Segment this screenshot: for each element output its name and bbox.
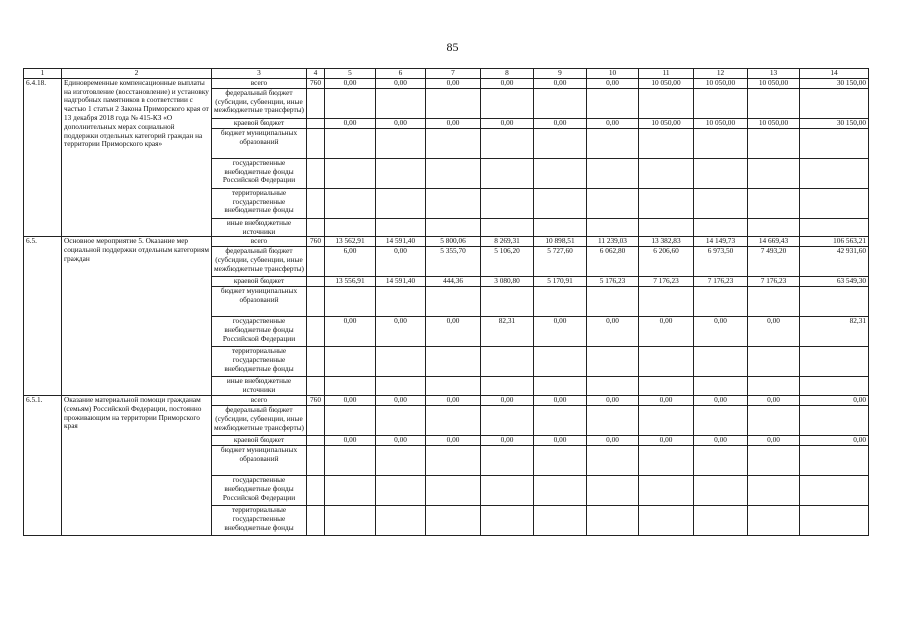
amount-cell [587, 505, 639, 535]
amount-cell: 8 269,31 [481, 237, 534, 247]
amount-cell: 0,00 [639, 317, 694, 347]
amount-cell [748, 405, 800, 435]
amount-cell [376, 377, 426, 396]
amount-cell: 0,00 [748, 435, 800, 445]
amount-cell [587, 347, 639, 377]
amount-cell [534, 347, 587, 377]
amount-cell: 0,00 [534, 317, 587, 347]
amount-cell [376, 218, 426, 237]
amount-cell [325, 287, 376, 317]
funding-source: территориальные государственные внебюджетные фонды [212, 505, 307, 535]
amount-cell [639, 377, 694, 396]
amount-cell [800, 158, 869, 188]
amount-cell [481, 128, 534, 158]
amount-cell [800, 405, 869, 435]
column-header: 3 [212, 69, 307, 79]
amount-cell [587, 377, 639, 396]
amount-cell: 0,00 [534, 78, 587, 88]
amount-cell: 0,00 [325, 78, 376, 88]
amount-cell: 6,00 [325, 247, 376, 277]
amount-cell: 0,00 [587, 78, 639, 88]
funding-source: всего [212, 395, 307, 405]
amount-cell [587, 88, 639, 118]
budget-code [307, 88, 325, 118]
funding-source: федеральный бюджет (субсидии, субвенции, иные межбюджетные трансферты) [212, 405, 307, 435]
amount-cell: 10 050,00 [694, 118, 748, 128]
amount-cell: 0,00 [534, 435, 587, 445]
amount-cell: 0,00 [534, 395, 587, 405]
amount-cell: 0,00 [426, 78, 481, 88]
amount-cell: 0,00 [800, 395, 869, 405]
amount-cell [376, 505, 426, 535]
amount-cell [376, 128, 426, 158]
amount-cell [534, 505, 587, 535]
funding-source: федеральный бюджет (субсидии, субвенции, иные межбюджетные трансферты) [212, 88, 307, 118]
amount-cell [534, 445, 587, 475]
amount-cell [325, 475, 376, 505]
funding-source: краевой бюджет [212, 118, 307, 128]
budget-code [307, 435, 325, 445]
amount-cell [694, 287, 748, 317]
budget-code [307, 247, 325, 277]
column-header: 2 [62, 69, 212, 79]
amount-cell: 0,00 [694, 435, 748, 445]
amount-cell [376, 88, 426, 118]
amount-cell [748, 475, 800, 505]
amount-cell: 0,00 [800, 435, 869, 445]
amount-cell [325, 188, 376, 218]
amount-cell [376, 347, 426, 377]
funding-source: иные внебюджетные источники [212, 218, 307, 237]
amount-cell [426, 128, 481, 158]
amount-cell: 5 727,60 [534, 247, 587, 277]
funding-source: государственные внебюджетные фонды Российской Федерации [212, 158, 307, 188]
column-header: 13 [748, 69, 800, 79]
amount-cell: 0,00 [587, 317, 639, 347]
funding-source: федеральный бюджет (субсидии, субвенции, иные межбюджетные трансферты) [212, 247, 307, 277]
amount-cell: 0,00 [376, 395, 426, 405]
amount-cell: 0,00 [639, 395, 694, 405]
amount-cell [376, 287, 426, 317]
funding-source: бюджет муниципальных образований [212, 445, 307, 475]
amount-cell [800, 218, 869, 237]
amount-cell [639, 88, 694, 118]
amount-cell [325, 445, 376, 475]
amount-cell [587, 445, 639, 475]
amount-cell: 13 382,83 [639, 237, 694, 247]
amount-cell: 5 355,70 [426, 247, 481, 277]
funding-source: всего [212, 78, 307, 88]
amount-cell: 3 080,80 [481, 277, 534, 287]
column-header: 6 [376, 69, 426, 79]
amount-cell: 10 050,00 [748, 118, 800, 128]
amount-cell: 7 176,23 [694, 277, 748, 287]
column-header: 12 [694, 69, 748, 79]
budget-code [307, 505, 325, 535]
amount-cell [325, 88, 376, 118]
amount-cell [534, 377, 587, 396]
amount-cell: 0,00 [639, 435, 694, 445]
amount-cell [748, 88, 800, 118]
amount-cell [639, 505, 694, 535]
amount-cell [694, 88, 748, 118]
amount-cell [534, 287, 587, 317]
amount-cell [748, 128, 800, 158]
amount-cell [748, 347, 800, 377]
column-header: 8 [481, 69, 534, 79]
amount-cell [587, 158, 639, 188]
amount-cell [481, 505, 534, 535]
amount-cell [481, 377, 534, 396]
funding-source: государственные внебюджетные фонды Российской Федерации [212, 475, 307, 505]
amount-cell: 7 493,20 [748, 247, 800, 277]
item-number: 6.5.1. [24, 395, 62, 535]
amount-cell: 0,00 [748, 317, 800, 347]
amount-cell [800, 475, 869, 505]
column-header: 9 [534, 69, 587, 79]
funding-source: бюджет муниципальных образований [212, 128, 307, 158]
amount-cell: 0,00 [376, 247, 426, 277]
amount-cell: 10 898,51 [534, 237, 587, 247]
amount-cell: 6 062,80 [587, 247, 639, 277]
amount-cell: 6 206,60 [639, 247, 694, 277]
amount-cell [426, 287, 481, 317]
amount-cell: 0,00 [426, 118, 481, 128]
budget-code [307, 128, 325, 158]
amount-cell [376, 475, 426, 505]
amount-cell [800, 128, 869, 158]
amount-cell [694, 405, 748, 435]
amount-cell: 10 050,00 [639, 78, 694, 88]
amount-cell [748, 158, 800, 188]
amount-cell: 0,00 [587, 435, 639, 445]
amount-cell [748, 377, 800, 396]
amount-cell [481, 188, 534, 218]
amount-cell [800, 445, 869, 475]
amount-cell [748, 218, 800, 237]
amount-cell [639, 188, 694, 218]
amount-cell [481, 347, 534, 377]
amount-cell: 0,00 [481, 395, 534, 405]
budget-table [23, 68, 869, 536]
table-row [24, 395, 869, 405]
amount-cell [376, 188, 426, 218]
amount-cell [426, 377, 481, 396]
amount-cell [534, 405, 587, 435]
amount-cell: 42 931,60 [800, 247, 869, 277]
amount-cell: 0,00 [325, 317, 376, 347]
amount-cell [639, 218, 694, 237]
amount-cell: 0,00 [325, 118, 376, 128]
item-name: Оказание материальной помощи гражданам (семьям) Российской Федерации, постоянно проживающим на территории Приморского края [62, 395, 212, 535]
table-body [24, 69, 869, 536]
amount-cell [325, 218, 376, 237]
amount-cell [481, 158, 534, 188]
budget-code [307, 158, 325, 188]
amount-cell: 14 669,43 [748, 237, 800, 247]
budget-code [307, 277, 325, 287]
amount-cell: 82,31 [800, 317, 869, 347]
column-header: 4 [307, 69, 325, 79]
amount-cell [325, 405, 376, 435]
amount-cell: 0,00 [376, 118, 426, 128]
funding-source: территориальные государственные внебюджетные фонды [212, 188, 307, 218]
amount-cell: 5 176,23 [587, 277, 639, 287]
funding-source: всего [212, 237, 307, 247]
budget-code: 760 [307, 237, 325, 247]
amount-cell [639, 405, 694, 435]
amount-cell [534, 218, 587, 237]
amount-cell [376, 158, 426, 188]
budget-code [307, 118, 325, 128]
amount-cell [325, 347, 376, 377]
item-number: 6.5. [24, 237, 62, 396]
item-name: Единовременные компенсационные выплаты на изготовление (восстановление) и установку надгробных памятников в соответствии с частью 1 статьи 2 Закона Приморского края от 13 декабря 2018 года № 415-КЗ «О дополнительных мерах социальной поддержки отдельных категорий граждан на территории Приморского края» [62, 78, 212, 237]
amount-cell [325, 377, 376, 396]
amount-cell: 0,00 [481, 435, 534, 445]
amount-cell [694, 188, 748, 218]
amount-cell [800, 88, 869, 118]
amount-cell [325, 158, 376, 188]
budget-code [307, 188, 325, 218]
amount-cell: 0,00 [426, 395, 481, 405]
amount-cell [426, 188, 481, 218]
amount-cell [426, 505, 481, 535]
column-header: 11 [639, 69, 694, 79]
amount-cell: 0,00 [694, 395, 748, 405]
amount-cell [694, 445, 748, 475]
amount-cell: 0,00 [748, 395, 800, 405]
amount-cell: 6 973,50 [694, 247, 748, 277]
amount-cell [694, 128, 748, 158]
budget-code [307, 347, 325, 377]
amount-cell [694, 475, 748, 505]
funding-source: территориальные государственные внебюджетные фонды [212, 347, 307, 377]
amount-cell [426, 405, 481, 435]
amount-cell [694, 377, 748, 396]
amount-cell [481, 218, 534, 237]
amount-cell [800, 377, 869, 396]
amount-cell [426, 475, 481, 505]
amount-cell [748, 188, 800, 218]
amount-cell [587, 188, 639, 218]
funding-source: иные внебюджетные источники [212, 377, 307, 396]
amount-cell [800, 505, 869, 535]
amount-cell: 444,36 [426, 277, 481, 287]
column-header: 7 [426, 69, 481, 79]
amount-cell [748, 287, 800, 317]
amount-cell [587, 287, 639, 317]
amount-cell [534, 128, 587, 158]
amount-cell: 14 591,40 [376, 277, 426, 287]
amount-cell [639, 475, 694, 505]
table-row [24, 78, 869, 88]
amount-cell [639, 128, 694, 158]
amount-cell [534, 475, 587, 505]
item-name: Основное мероприятие 5. Оказание мер социальной поддержки отдельным категориям граждан [62, 237, 212, 396]
amount-cell: 7 176,23 [639, 277, 694, 287]
amount-cell: 0,00 [587, 118, 639, 128]
amount-cell [800, 188, 869, 218]
item-number: 6.4.18. [24, 78, 62, 237]
amount-cell [534, 188, 587, 218]
amount-cell [800, 287, 869, 317]
budget-code: 760 [307, 395, 325, 405]
funding-source: государственные внебюджетные фонды Российской Федерации [212, 317, 307, 347]
budget-code [307, 317, 325, 347]
amount-cell: 5 170,91 [534, 277, 587, 287]
amount-cell: 5 106,20 [481, 247, 534, 277]
amount-cell [639, 287, 694, 317]
amount-cell [587, 218, 639, 237]
amount-cell [376, 405, 426, 435]
column-header: 10 [587, 69, 639, 79]
funding-source: бюджет муниципальных образований [212, 287, 307, 317]
column-header: 14 [800, 69, 869, 79]
column-header: 1 [24, 69, 62, 79]
amount-cell: 14 149,73 [694, 237, 748, 247]
amount-cell [694, 505, 748, 535]
amount-cell [694, 218, 748, 237]
amount-cell [639, 347, 694, 377]
amount-cell: 63 549,30 [800, 277, 869, 287]
amount-cell: 0,00 [587, 395, 639, 405]
budget-code [307, 405, 325, 435]
amount-cell: 0,00 [325, 435, 376, 445]
budget-code [307, 445, 325, 475]
amount-cell: 0,00 [376, 78, 426, 88]
amount-cell: 0,00 [376, 435, 426, 445]
amount-cell: 0,00 [426, 435, 481, 445]
column-header: 5 [325, 69, 376, 79]
amount-cell: 30 150,00 [800, 118, 869, 128]
amount-cell [481, 88, 534, 118]
amount-cell: 0,00 [481, 118, 534, 128]
amount-cell [426, 445, 481, 475]
budget-code [307, 287, 325, 317]
funding-source: краевой бюджет [212, 435, 307, 445]
page-number: 85 [446, 40, 459, 54]
amount-cell [426, 88, 481, 118]
amount-cell: 13 556,91 [325, 277, 376, 287]
amount-cell [694, 158, 748, 188]
funding-source: краевой бюджет [212, 277, 307, 287]
amount-cell [426, 218, 481, 237]
amount-cell [481, 405, 534, 435]
amount-cell [534, 158, 587, 188]
amount-cell: 106 563,21 [800, 237, 869, 247]
amount-cell [639, 445, 694, 475]
amount-cell [325, 128, 376, 158]
amount-cell: 10 050,00 [694, 78, 748, 88]
amount-cell: 14 591,40 [376, 237, 426, 247]
budget-code [307, 475, 325, 505]
amount-cell: 10 050,00 [748, 78, 800, 88]
amount-cell: 0,00 [376, 317, 426, 347]
amount-cell: 0,00 [426, 317, 481, 347]
amount-cell [748, 505, 800, 535]
amount-cell [481, 445, 534, 475]
amount-cell: 0,00 [325, 395, 376, 405]
amount-cell [376, 445, 426, 475]
amount-cell [426, 347, 481, 377]
amount-cell: 82,31 [481, 317, 534, 347]
amount-cell [325, 505, 376, 535]
amount-cell: 30 150,00 [800, 78, 869, 88]
amount-cell [426, 158, 481, 188]
amount-cell [800, 347, 869, 377]
amount-cell [587, 405, 639, 435]
budget-code [307, 377, 325, 396]
table-row [24, 237, 869, 247]
amount-cell: 7 176,23 [748, 277, 800, 287]
amount-cell: 11 239,03 [587, 237, 639, 247]
amount-cell [587, 128, 639, 158]
amount-cell [481, 287, 534, 317]
column-number-row [24, 69, 869, 79]
amount-cell [481, 475, 534, 505]
amount-cell: 10 050,00 [639, 118, 694, 128]
amount-cell [639, 158, 694, 188]
amount-cell: 0,00 [534, 118, 587, 128]
amount-cell: 5 800,06 [426, 237, 481, 247]
budget-code [307, 218, 325, 237]
amount-cell: 0,00 [481, 78, 534, 88]
amount-cell [694, 347, 748, 377]
amount-cell [534, 88, 587, 118]
amount-cell [748, 445, 800, 475]
amount-cell: 0,00 [694, 317, 748, 347]
amount-cell [587, 475, 639, 505]
budget-code: 760 [307, 78, 325, 88]
amount-cell: 13 562,91 [325, 237, 376, 247]
